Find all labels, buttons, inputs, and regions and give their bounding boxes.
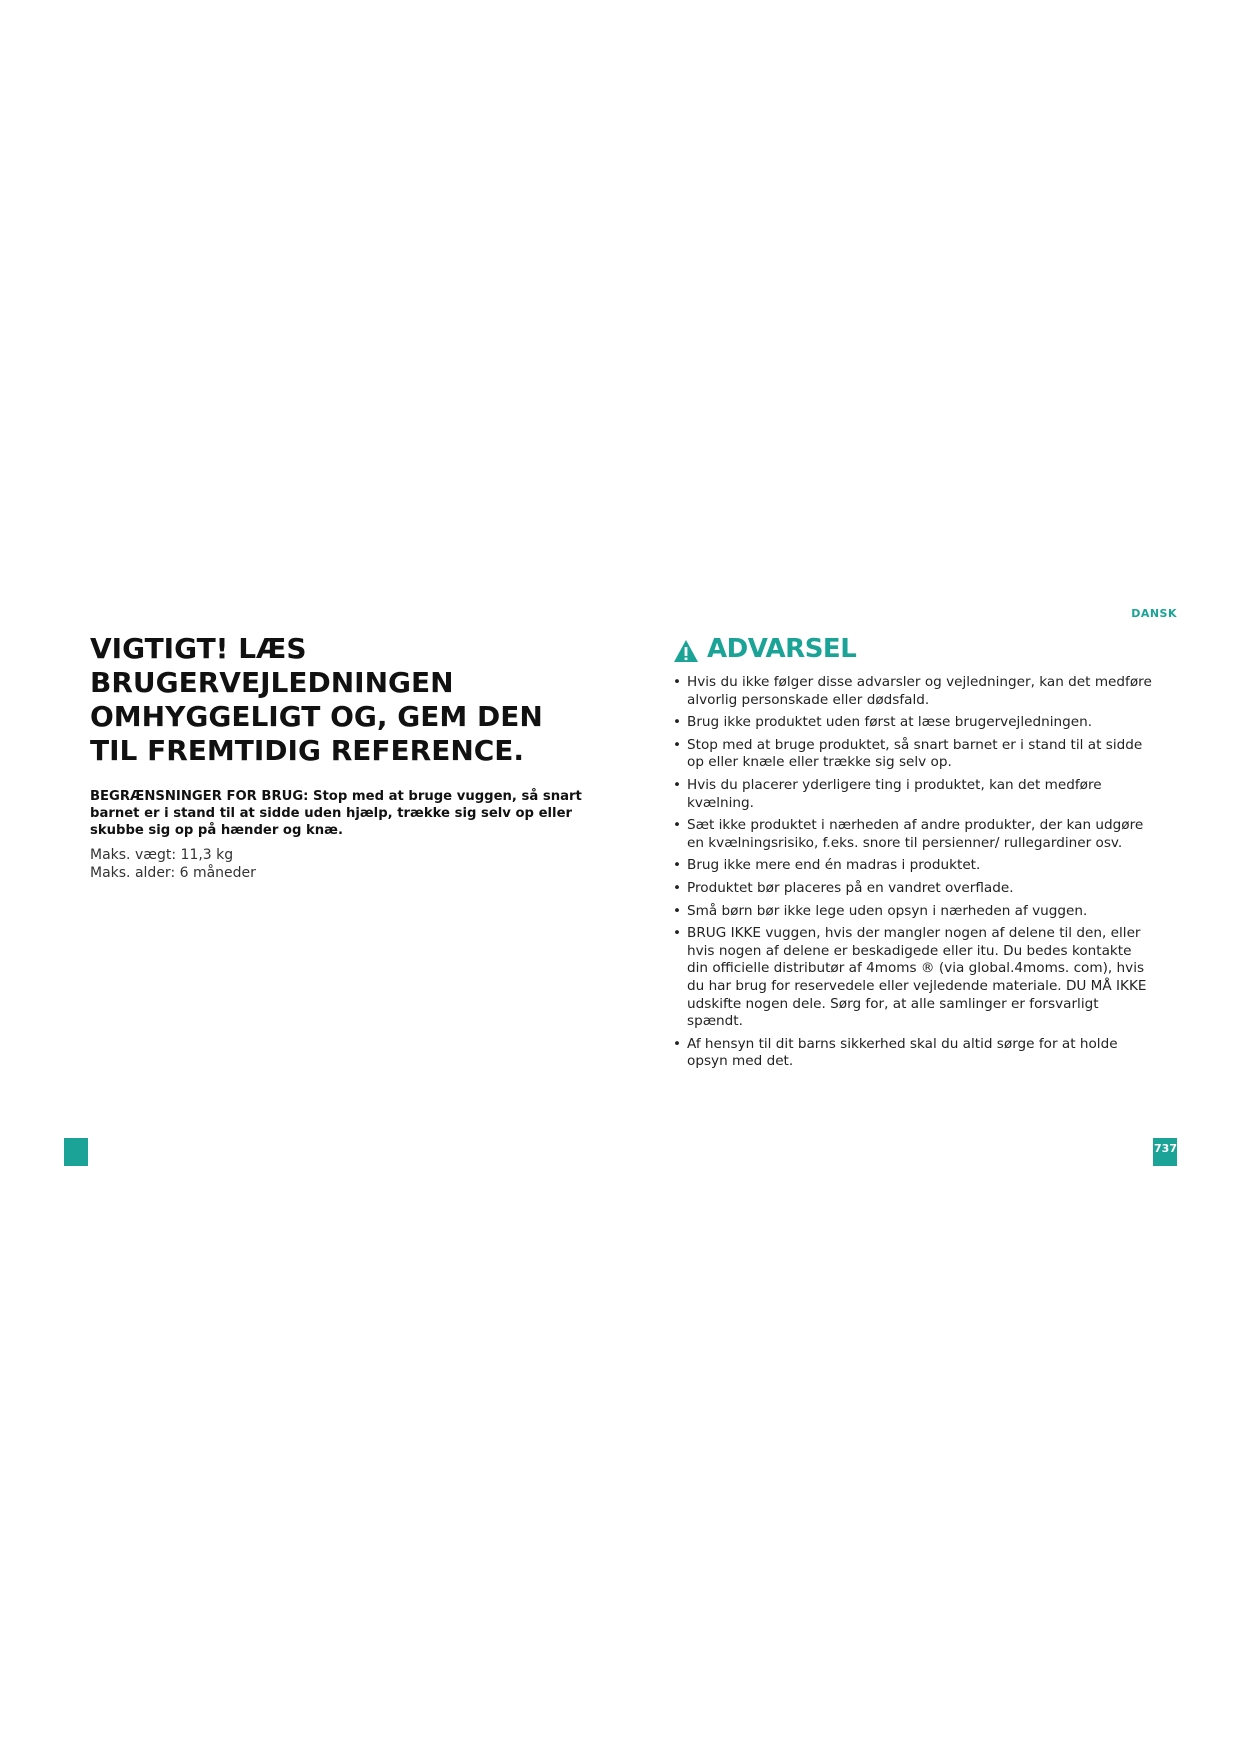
main-heading: VIGTIGT! LÆS BRUGERVEJLEDNINGEN OMHYGGELIGT OG, GEM DEN TIL FREMTIDIG REFERENCE. <box>90 632 543 767</box>
warning-list <box>673 674 1153 1071</box>
list-item: • Brug ikke produktet uden først at læse brugervejledningen. <box>673 714 1093 731</box>
list-item: • BRUG IKKE vuggen, hvis der mangler nogen af delene til den, eller hvis nogen af delene er beskadigede eller itu. Du bedes kontakte din officielle distributør af 4moms ® (via global.4moms. com), hvis du har brug for reservedele eller vejledende materiale. DU MÅ IKKE udskifte nogen dele. Sørg for, at alle samlinger er forsvarligt spændt. <box>673 925 1147 1030</box>
warning-header <box>673 632 1153 666</box>
list-item: • Af hensyn til dit barns sikkerhed skal du altid sørge for at holde opsyn med det. <box>673 1035 1118 1070</box>
left-page-marker <box>64 1138 88 1166</box>
product-specs <box>90 846 590 882</box>
list-item: • Hvis du ikke følger disse advarsler og vejledninger, kan det medføre alvorlig personskade eller dødsfald. <box>673 674 1152 708</box>
warning-title: ADVARSEL <box>707 634 857 664</box>
max-age: Maks. alder: 6 måneder <box>90 865 256 881</box>
warning-section <box>673 632 1153 1076</box>
usage-limits: BEGRÆNSNINGER FOR BRUG: Stop med at bruge vuggen, så snart barnet er i stand til at sidde uden hjælp, trække sig selv op eller skubbe sig op på hænder og knæ. <box>90 789 582 838</box>
list-item: • Stop med at bruge produktet, så snart barnet er i stand til at sidde op eller knæle eller trække sig selv op. <box>673 736 1143 771</box>
list-item: • Produktet bør placeres på en vandret overflade. <box>673 879 1014 896</box>
list-item: • Sæt ikke produktet i nærheden af andre produkter, der kan udgøre en kvælningsrisiko, f.eks. snore til persienner/ rullegardiner osv. <box>673 817 1144 851</box>
list-item: • Små børn bør ikke lege uden opsyn i nærheden af vuggen. <box>673 902 1088 919</box>
page-number: 737 <box>1153 1138 1177 1166</box>
left-column <box>90 632 590 882</box>
warning-triangle-icon <box>673 639 699 663</box>
list-item: • Brug ikke mere end én madras i produktet. <box>673 857 981 874</box>
max-weight: Maks. vægt: 11,3 kg <box>90 847 234 863</box>
language-label: DANSK <box>1131 607 1177 620</box>
list-item: • Hvis du placerer yderligere ting i produktet, kan det medføre kvælning. <box>673 776 1102 811</box>
